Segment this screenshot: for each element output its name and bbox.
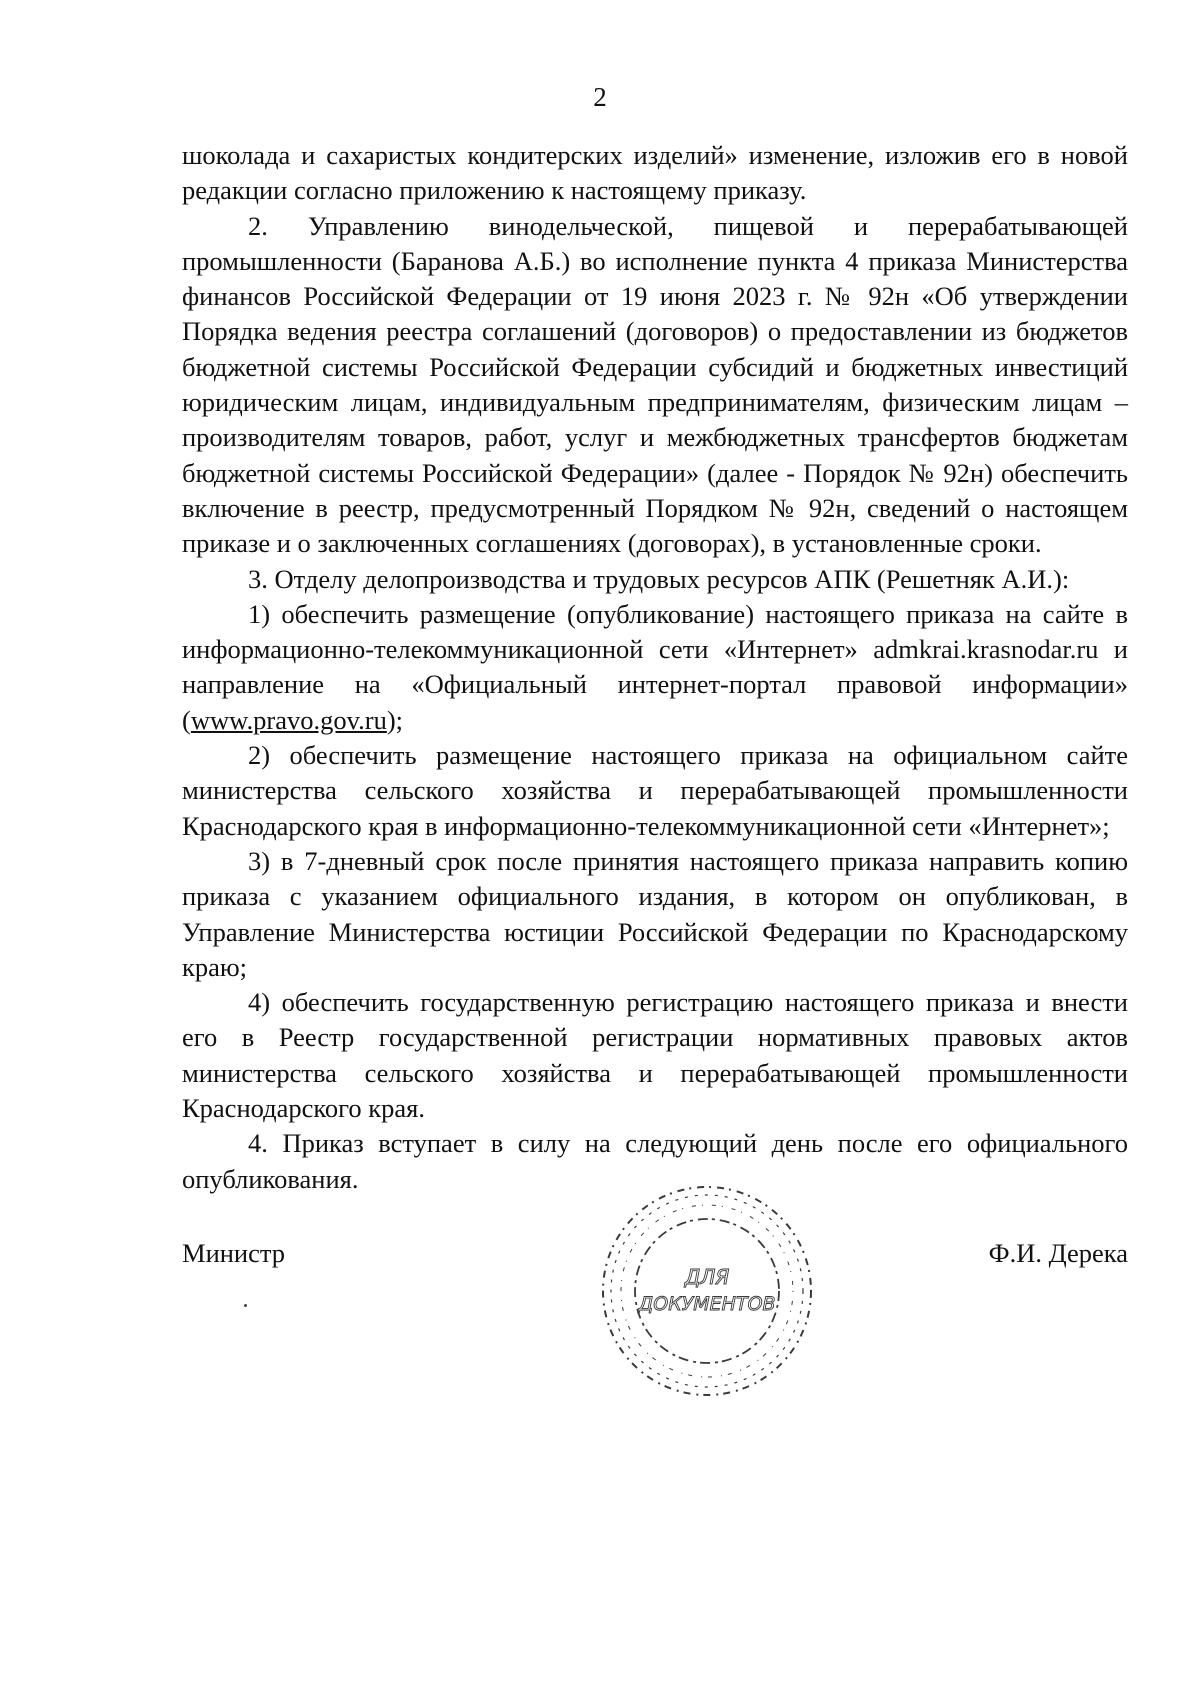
paragraph-subitem-3: 3) в 7-дневный срок после принятия настоящего приказа направить копию приказа с указанием официального издания, в котором он опубликован, в Управление Министерства юстиции Российской Федерации по Краснодарскому краю; — [182, 845, 1128, 982]
seal-stamp — [596, 1180, 818, 1402]
page-number: 2 — [593, 82, 607, 112]
paragraph-subitem-1 — [182, 597, 1128, 738]
stamp-text-line1: ДЛЯ — [684, 1265, 730, 1289]
paragraph-subitem-2: 2) обеспечить размещение настоящего приказа на официальном сайте министерства сельского хозяйства и перерабатывающей промышленности Краснодарского края в информационно-телекоммуникационной сети «Интернет»; — [182, 740, 1128, 841]
document-body — [182, 138, 1128, 1197]
paragraph-subitem-4: 4) обеспечить государственную регистрацию настоящего приказа и внести его в Реестр государственной регистрации нормативных правовых актов министерства сельского хозяйства и перерабатывающей промышленности Краснодарского края. — [182, 987, 1128, 1124]
scan-speck — [244, 1304, 247, 1307]
signer-name: Ф.И. Дерека — [988, 1238, 1128, 1268]
pravo-gov-link[interactable]: www.pravo.gov.ru — [190, 704, 387, 735]
paragraph-item-2: 2. Управлению винодельческой, пищевой и перерабатывающей промышленности (Баранова А.Б.) во исполнение пункта 4 приказа Министерства финансов Российской Федерации от 19 июня 2023 г. № 92н «Об утверждении Порядка ведения реестра соглашений (договоров) о предоставлении из бюджетов бюджетной системы Российской Федерации субсидий и бюджетных инвестиций юридическим лицам, индивидуальным предпринимателям, физическим лицам – производителям товаров, работ, услуг и межбюджетных трансфертов бюджетам бюджетной системы Российской Федерации» (далее - Порядок № 92н) обеспечить включение в реестр, предусмотренный Порядком № 92н, сведений о настоящем приказе и о заключенных соглашениях (договорах), в установленные сроки. — [182, 210, 1128, 559]
subitem-1-tail: ); — [386, 704, 404, 735]
signer-position: Министр — [182, 1238, 286, 1268]
paragraph-item-3: 3. Отделу делопроизводства и трудовых ресурсов АПК (Решетняк А.И.): — [248, 563, 1070, 594]
paragraph-item-4: 4. Приказ вступает в силу на следующий день после его официального опубликования. — [182, 1128, 1128, 1194]
subitem-1-text: 1) обеспечить размещение (опубликование) настоящего приказа на сайте в информационно-телекоммуникационной сети «Интернет» admkrai.krasnodar.ru и направление на «Официальный интернет-портал правовой информации» ( — [182, 598, 1128, 735]
stamp-text-line2: ДОКУМЕНТОВ — [638, 1293, 776, 1315]
paragraph-continuation: шоколада и сахаристых кондитерских изделий» изменение, изложив его в новой редакции согласно приложению к настоящему приказу. — [182, 140, 1128, 206]
